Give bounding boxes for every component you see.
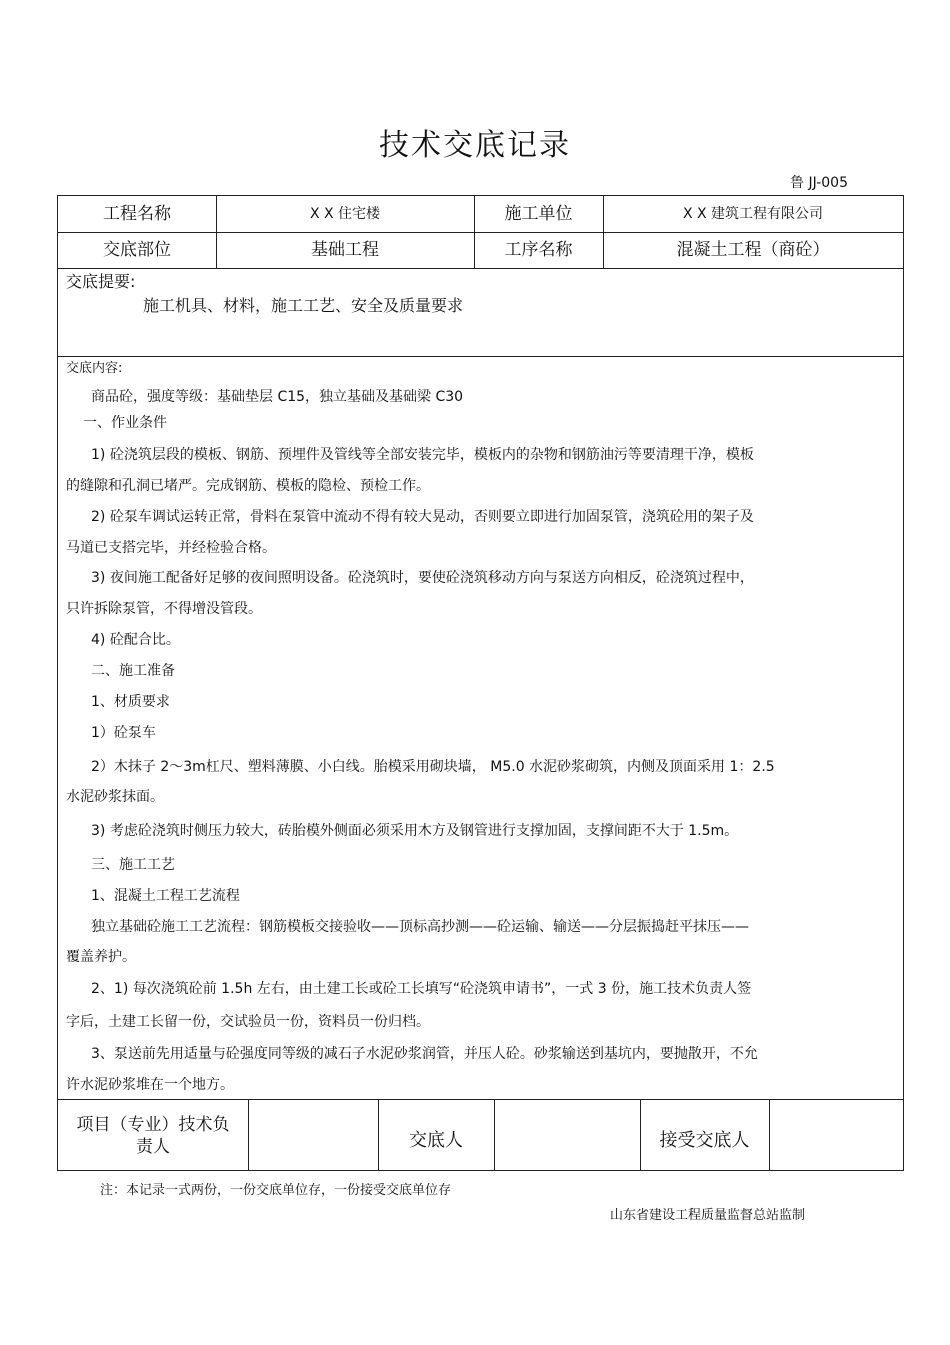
discloser-label: 交底人 bbox=[409, 1130, 463, 1151]
content-line: 字后，土建工长留一份，交试验员一份，资料员一份归档。 bbox=[66, 1014, 430, 1030]
tech-lead-signature-field[interactable] bbox=[248, 1099, 378, 1171]
part-label: 交底部位 bbox=[103, 240, 171, 260]
content-line: 水泥砂浆抹面。 bbox=[66, 789, 164, 805]
receiver-label: 接受交底人 bbox=[659, 1130, 750, 1151]
project-name-value: X X 住宅楼 bbox=[309, 206, 381, 222]
content-line: 2、1) 每次浇筑砼前 1.5h 左右，由土建工长或砼工长填写“砼浇筑申请书”，一式 3 份，施工技术负责人签 bbox=[91, 981, 752, 997]
footnote: 注：本记录一式两份，一份交底单位存，一份接受交底单位存 bbox=[100, 1183, 452, 1198]
content-line: 2）木抹子 2～3m杠尺、塑料薄膜、小白线。胎模采用砌块墙， M5.0 水泥砂浆砌筑，内侧及顶面采用 1：2.5 bbox=[91, 759, 775, 775]
content-line: 商品砼，强度等级：基础垫层 C15，独立基础及基础梁 C30 bbox=[91, 389, 464, 405]
content-line: 3、泵送前先用适量与砼强度同等级的减石子水泥砂浆润管，并压人砼。砂浆输送到基坑内，要抛散开，不允 bbox=[91, 1046, 758, 1062]
content-line: 的缝隙和孔洞已堵严。完成钢筋、模板的隐检、预检工作。 bbox=[66, 478, 430, 494]
summary-label: 交底提要: bbox=[66, 272, 136, 291]
contractor-label: 施工单位 bbox=[504, 204, 573, 224]
content-line: 3) 夜间施工配备好足够的夜间照明设备。砼浇筑时，要使砼浇筑移动方向与泵送方向相反，砼浇筑过程中， bbox=[91, 570, 754, 586]
content-line: 许水泥砂浆堆在一个地方。 bbox=[66, 1077, 234, 1093]
content-line: 1、混凝土工程工艺流程 bbox=[91, 888, 240, 904]
contractor-value: X X 建筑工程有限公司 bbox=[682, 206, 824, 222]
part-value: 基础工程 bbox=[311, 240, 379, 260]
content-label: 交底内容: bbox=[66, 361, 123, 376]
content-line: 马道已支搭完毕，并经检验合格。 bbox=[66, 540, 276, 556]
content-line: 2) 砼泵车调试运转正常，骨料在泵管中流动不得有较大晃动，否则要立即进行加固泵管，浇筑砼用的架子及 bbox=[91, 509, 754, 525]
content-line: 3) 考虑砼浇筑时侧压力较大，砖胎模外侧面必须采用木方及钢管进行支撑加固，支撑间距不大于 1.5m。 bbox=[91, 823, 739, 839]
record-table bbox=[57, 195, 904, 1171]
content-line: 三、施工工艺 bbox=[91, 857, 175, 873]
content-line: 1）砼泵车 bbox=[91, 725, 156, 741]
form-code: 鲁 JJ-005 bbox=[790, 175, 848, 191]
process-value: 混凝土工程（商砼） bbox=[676, 240, 830, 260]
content-line: 4) 砼配合比。 bbox=[91, 632, 180, 648]
issuer: 山东省建设工程质量监督总站监制 bbox=[610, 1208, 806, 1223]
content-line: 覆盖养护。 bbox=[66, 949, 136, 965]
content-line: 1、材质要求 bbox=[91, 694, 170, 710]
summary-text: 施工机具、材料，施工工艺、安全及质量要求 bbox=[143, 296, 464, 315]
discloser-signature-field[interactable] bbox=[494, 1099, 640, 1171]
content-line: 独立基础砼施工工艺流程：钢筋模板交接验收——顶标高抄测——砼运输、输送——分层振捣赶平抹压—— bbox=[91, 919, 749, 935]
process-label: 工序名称 bbox=[504, 240, 573, 260]
content-line: 一、作业条件 bbox=[83, 415, 167, 431]
tech-lead-label-line: 项目（专业）技术负 bbox=[76, 1115, 230, 1135]
tech-lead-label-line: 责人 bbox=[136, 1137, 170, 1157]
project-name-label: 工程名称 bbox=[103, 204, 171, 224]
tech-lead-label bbox=[58, 1114, 248, 1158]
receiver-signature-field[interactable] bbox=[769, 1099, 903, 1171]
content-line: 只许拆除泵管，不得增没管段。 bbox=[66, 601, 262, 617]
page-title: 技术交底记录 bbox=[379, 128, 571, 163]
content-line: 二、施工准备 bbox=[91, 663, 175, 679]
content-line: 1) 砼浇筑层段的模板、钢筋、预埋件及管线等全部安装完毕，模板内的杂物和钢筋油污等要清理干净，模板 bbox=[91, 447, 754, 463]
